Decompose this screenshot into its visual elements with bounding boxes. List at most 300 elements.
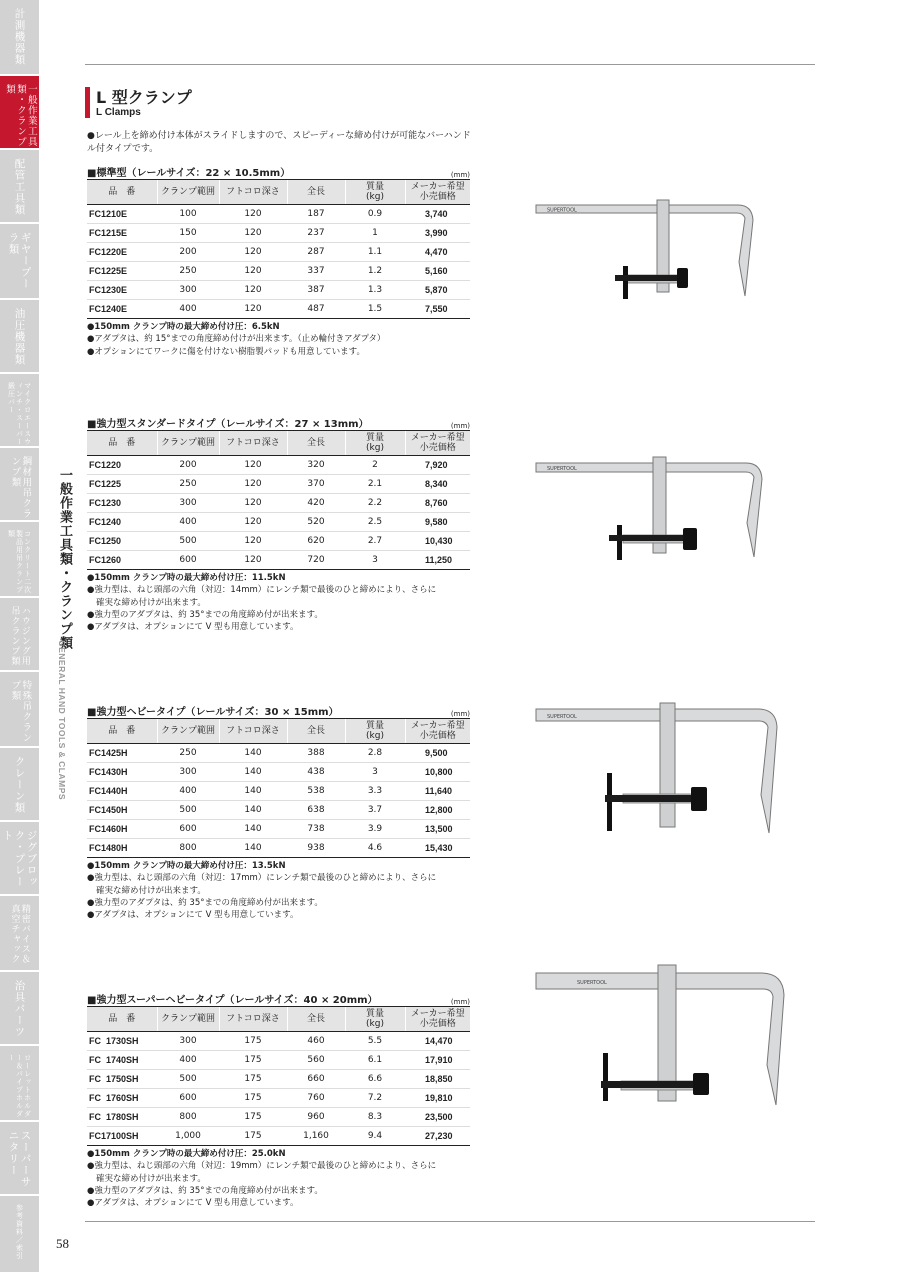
- cell-model: FC1250: [87, 532, 157, 551]
- cell-range: 150: [157, 224, 219, 243]
- cell-length: 287: [287, 243, 345, 262]
- header-price: [405, 1007, 470, 1032]
- cell-range: 500: [157, 801, 219, 820]
- cell-range: 500: [157, 532, 219, 551]
- header-depth: フトコロ深さ: [219, 719, 287, 744]
- section-strong-heavy: [87, 703, 470, 921]
- cell-length: 388: [287, 744, 345, 763]
- sidebar-item-label: 配管工具類: [13, 158, 26, 216]
- header-price-line1: メーカー希望: [410, 721, 465, 731]
- header-mass: [345, 1007, 405, 1032]
- cell-length: 337: [287, 262, 345, 281]
- sidebar-item-knurl-holder[interactable]: [0, 1046, 39, 1122]
- sidebar-item-concrete-clamp[interactable]: [0, 522, 39, 598]
- section-title: ■強力型ヘビータイプ（レールサイズ：30 × 15mm）: [87, 707, 339, 718]
- page-subtitle: L Clamps: [96, 107, 141, 118]
- cell-range: 300: [157, 281, 219, 300]
- sidebar-item-label: 精密バイス＆真空チャック: [9, 904, 30, 964]
- unit-label: (mm): [450, 998, 470, 1006]
- unit-label: (mm): [450, 710, 470, 718]
- note-line: ●アダプタは、オプションにて V 型も用意しています。: [87, 622, 299, 633]
- header-price-line2: 小売価格: [419, 192, 456, 202]
- cell-range: 250: [157, 475, 219, 494]
- header-length: 全長: [287, 431, 345, 456]
- note-line: ●150mm クランプ時の最大締め付け圧：6.5kN: [87, 322, 280, 332]
- cell-mass: 3.9: [345, 820, 405, 839]
- cell-model: FC 1740SH: [87, 1051, 157, 1070]
- sidebar-item-gear-puller[interactable]: [0, 224, 39, 300]
- section-notes: [87, 860, 470, 921]
- spec-table: [87, 179, 470, 319]
- sidebar-item-label: 一般作業工具類・クランプ類: [4, 84, 37, 147]
- sidebar-item-label: ジグブロック・プレート: [1, 830, 38, 888]
- sidebar-item-label: クレーン類: [13, 756, 26, 814]
- cell-price: 13,500: [405, 820, 470, 839]
- cell-price: 19,810: [405, 1089, 470, 1108]
- table-row: [87, 1089, 470, 1108]
- cell-price: 7,550: [405, 300, 470, 319]
- cell-length: 660: [287, 1070, 345, 1089]
- table-row: [87, 1051, 470, 1070]
- note-line: 確実な締め付けが出来ます。: [96, 597, 206, 608]
- section-header: [87, 991, 470, 1006]
- note-line: ●150mm クランプ時の最大締め付け圧：13.5kN: [87, 861, 286, 871]
- note-line: ●強力型は、ねじ頭部の六角（対辺：17mm）にレンチ類で最後のひと締めにより、さらに: [87, 873, 437, 884]
- header-length: 全長: [287, 1007, 345, 1032]
- sidebar-item-label: ローレットホルダー＆パイプホルダー: [7, 1054, 32, 1118]
- table-row: [87, 494, 470, 513]
- cell-model: FC 1780SH: [87, 1108, 157, 1127]
- section-notes: [87, 1148, 470, 1209]
- cell-model: FC1430H: [87, 763, 157, 782]
- table-row: [87, 205, 470, 224]
- header-mass-label: 質量: [365, 1009, 384, 1019]
- cell-mass: 1.2: [345, 262, 405, 281]
- cell-model: FC1460H: [87, 820, 157, 839]
- cell-price: 23,500: [405, 1108, 470, 1127]
- header-mass-unit: (kg): [366, 1019, 384, 1029]
- cell-model: FC1225E: [87, 262, 157, 281]
- sidebar-item-measuring[interactable]: [0, 0, 39, 76]
- sidebar-item-housing-clamp[interactable]: [0, 598, 39, 672]
- note-line: ●アダプタは、約 15°までの角度締め付けが出来ます。（止め輪付きアダプタ）: [87, 334, 386, 345]
- cell-mass: 2: [345, 456, 405, 475]
- cell-length: 960: [287, 1108, 345, 1127]
- cell-price: 14,470: [405, 1032, 470, 1051]
- sidebar-item-piping[interactable]: [0, 150, 39, 224]
- note-line: ●アダプタは、オプションにて V 型も用意しています。: [87, 910, 299, 921]
- table-row: [87, 820, 470, 839]
- sidebar-item-steel-clamp[interactable]: [0, 448, 39, 522]
- table-row: [87, 300, 470, 319]
- cell-range: 200: [157, 456, 219, 475]
- table-row: [87, 513, 470, 532]
- cell-range: 300: [157, 1032, 219, 1051]
- header-price-line1: メーカー希望: [410, 1009, 465, 1019]
- cell-range: 1,000: [157, 1127, 219, 1146]
- cell-price: 15,430: [405, 839, 470, 858]
- header-price-line2: 小売価格: [419, 443, 456, 453]
- cell-depth: 175: [219, 1089, 287, 1108]
- sidebar: [0, 0, 39, 1272]
- cell-mass: 6.6: [345, 1070, 405, 1089]
- cell-depth: 175: [219, 1051, 287, 1070]
- header-depth: フトコロ深さ: [219, 431, 287, 456]
- header-price: [405, 431, 470, 456]
- unit-label: (mm): [450, 422, 470, 430]
- sidebar-item-label: 鋼材用吊クランプ類: [9, 456, 32, 519]
- sidebar-item-label: ハウジング用吊クランプ類: [9, 606, 30, 666]
- table-header-row: [87, 431, 470, 456]
- cell-length: 720: [287, 551, 345, 570]
- cell-price: 5,870: [405, 281, 470, 300]
- cell-range: 400: [157, 782, 219, 801]
- brand-label: SUPERTOOL: [547, 466, 577, 472]
- cell-range: 500: [157, 1070, 219, 1089]
- sidebar-item-hydraulic[interactable]: [0, 300, 39, 374]
- cell-model: FC1230E: [87, 281, 157, 300]
- cell-price: 10,430: [405, 532, 470, 551]
- note-line: ●オプションにてワークに傷を付けない樹脂製パッドも用意しています。: [87, 346, 365, 357]
- bottom-rule: [85, 1221, 815, 1222]
- page-title: L 型クランプ: [96, 88, 192, 107]
- cell-model: FC1230: [87, 494, 157, 513]
- cell-mass: 2.7: [345, 532, 405, 551]
- cell-model: FC1220: [87, 456, 157, 475]
- header-mass: [345, 719, 405, 744]
- cell-length: 560: [287, 1051, 345, 1070]
- header-model: 品 番: [87, 1007, 157, 1032]
- title-accent-bar: [85, 87, 90, 118]
- brand-label: SUPERTOOL: [547, 714, 577, 720]
- cell-depth: 175: [219, 1032, 287, 1051]
- cell-range: 800: [157, 839, 219, 858]
- cell-range: 600: [157, 1089, 219, 1108]
- cell-mass: 2.1: [345, 475, 405, 494]
- note-line: ●アダプタは、オプションにて V 型も用意しています。: [87, 1198, 299, 1209]
- cell-length: 187: [287, 205, 345, 224]
- cell-depth: 175: [219, 1108, 287, 1127]
- table-row: [87, 763, 470, 782]
- cell-price: 27,230: [405, 1127, 470, 1146]
- sidebar-item-label: コンクリート二次製品用吊クランプ類: [7, 530, 32, 594]
- cell-model: FC17100SH: [87, 1127, 157, 1146]
- cell-length: 237: [287, 224, 345, 243]
- sidebar-item-index[interactable]: [0, 1196, 39, 1272]
- unit-label: (mm): [450, 171, 470, 179]
- cell-model: FC1210E: [87, 205, 157, 224]
- section-standard: [87, 164, 470, 358]
- intro-text: ●レール上を締め付け本体がスライドしますので、スピーディーな締め付けが可能なバーハンドル付タイプです。: [87, 131, 471, 154]
- cell-range: 600: [157, 820, 219, 839]
- sidebar-item-precision-vise[interactable]: [0, 896, 39, 972]
- cell-depth: 140: [219, 763, 287, 782]
- cell-mass: 3: [345, 551, 405, 570]
- sidebar-item-special-clamp[interactable]: [0, 672, 39, 748]
- cell-mass: 4.6: [345, 839, 405, 858]
- cell-depth: 140: [219, 782, 287, 801]
- cell-length: 387: [287, 281, 345, 300]
- cell-length: 538: [287, 782, 345, 801]
- cell-length: 520: [287, 513, 345, 532]
- cell-depth: 120: [219, 551, 287, 570]
- cell-depth: 120: [219, 494, 287, 513]
- cell-length: 1,160: [287, 1127, 345, 1146]
- header-price-line2: 小売価格: [419, 731, 456, 741]
- table-header-row: [87, 719, 470, 744]
- note-line: 確実な締め付けが出来ます。: [96, 1173, 206, 1184]
- table-row: [87, 1127, 470, 1146]
- section-title: ■標準型（レールサイズ：22 × 10.5mm）: [87, 168, 291, 179]
- cell-length: 320: [287, 456, 345, 475]
- header-mass-label: 質量: [365, 182, 384, 192]
- cell-mass: 1.5: [345, 300, 405, 319]
- header-mass: [345, 431, 405, 456]
- header-price: [405, 180, 470, 205]
- sidebar-item-label: 治具パーツ: [13, 980, 26, 1038]
- sidebar-item-label: マイクロエースウィンチ・スーパー鍛圧パー: [7, 382, 32, 446]
- section-notes: [87, 572, 470, 633]
- category-label-ja: 一般作業工具類・クランプ類: [57, 468, 72, 650]
- header-depth: フトコロ深さ: [219, 1007, 287, 1032]
- cell-mass: 6.1: [345, 1051, 405, 1070]
- note-line: ●150mm クランプ時の最大締め付け圧：11.5kN: [87, 573, 286, 583]
- table-row: [87, 839, 470, 858]
- table-row: [87, 551, 470, 570]
- section-strong-standard: [87, 415, 470, 633]
- page-number: 58: [56, 1236, 69, 1251]
- cell-range: 600: [157, 551, 219, 570]
- header-price: [405, 719, 470, 744]
- section-title: ■強力型スーパーヘビータイプ（レールサイズ：40 × 20mm）: [87, 995, 378, 1006]
- cell-mass: 1: [345, 224, 405, 243]
- cell-mass: 5.5: [345, 1032, 405, 1051]
- cell-price: 10,800: [405, 763, 470, 782]
- cell-range: 250: [157, 262, 219, 281]
- note-line: ●強力型のアダプタは、約 35°までの角度締め付が出来ます。: [87, 609, 323, 620]
- note-line: ●強力型のアダプタは、約 35°までの角度締め付が出来ます。: [87, 1185, 323, 1196]
- cell-range: 400: [157, 1051, 219, 1070]
- cell-mass: 1.1: [345, 243, 405, 262]
- cell-price: 3,990: [405, 224, 470, 243]
- cell-range: 800: [157, 1108, 219, 1127]
- section-strong-super-heavy: [87, 991, 470, 1209]
- cell-model: FC 1750SH: [87, 1070, 157, 1089]
- cell-model: FC1440H: [87, 782, 157, 801]
- cell-depth: 120: [219, 300, 287, 319]
- cell-price: 8,760: [405, 494, 470, 513]
- cell-depth: 120: [219, 513, 287, 532]
- cell-mass: 8.3: [345, 1108, 405, 1127]
- cell-mass: 0.9: [345, 205, 405, 224]
- table-row: [87, 801, 470, 820]
- header-price-line2: 小売価格: [419, 1019, 456, 1029]
- top-rule: [85, 64, 815, 65]
- cell-range: 200: [157, 243, 219, 262]
- cell-range: 300: [157, 494, 219, 513]
- cell-price: 3,740: [405, 205, 470, 224]
- cell-mass: 3: [345, 763, 405, 782]
- clamp-image-strong-heavy: [533, 699, 783, 841]
- sidebar-item-label: 参考資料／索引: [15, 1204, 24, 1260]
- header-price-line1: メーカー希望: [410, 182, 465, 192]
- cell-length: 487: [287, 300, 345, 319]
- header-range: クランプ範囲: [157, 431, 219, 456]
- cell-length: 370: [287, 475, 345, 494]
- sidebar-item-label: 特殊吊クランプ類: [9, 680, 32, 743]
- note-line: ●150mm クランプ時の最大締め付け圧：25.0kN: [87, 1149, 286, 1159]
- cell-length: 460: [287, 1032, 345, 1051]
- cell-range: 100: [157, 205, 219, 224]
- cell-length: 638: [287, 801, 345, 820]
- header-mass-label: 質量: [365, 433, 384, 443]
- cell-length: 438: [287, 763, 345, 782]
- cell-price: 12,800: [405, 801, 470, 820]
- header-length: 全長: [287, 180, 345, 205]
- cell-length: 760: [287, 1089, 345, 1108]
- cell-model: FC1450H: [87, 801, 157, 820]
- cell-model: FC 1760SH: [87, 1089, 157, 1108]
- cell-model: FC1225: [87, 475, 157, 494]
- cell-mass: 9.4: [345, 1127, 405, 1146]
- note-line: ●強力型は、ねじ頭部の六角（対辺：19mm）にレンチ類で最後のひと締めにより、さらに: [87, 1161, 437, 1172]
- cell-price: 5,160: [405, 262, 470, 281]
- cell-model: FC1220E: [87, 243, 157, 262]
- cell-model: FC1425H: [87, 744, 157, 763]
- cell-range: 250: [157, 744, 219, 763]
- sidebar-item-label: 計測機器類: [13, 8, 26, 66]
- note-line: ●強力型のアダプタは、約 35°までの角度締め付が出来ます。: [87, 897, 323, 908]
- header-range: クランプ範囲: [157, 719, 219, 744]
- header-model: 品 番: [87, 180, 157, 205]
- cell-depth: 120: [219, 532, 287, 551]
- note-line: ●強力型は、ねじ頭部の六角（対辺：14mm）にレンチ類で最後のひと締めにより、さらに: [87, 585, 437, 596]
- cell-depth: 140: [219, 820, 287, 839]
- table-row: [87, 281, 470, 300]
- cell-range: 400: [157, 300, 219, 319]
- cell-mass: 2.5: [345, 513, 405, 532]
- cell-price: 11,640: [405, 782, 470, 801]
- table-header-row: [87, 180, 470, 205]
- section-notes: [87, 321, 470, 358]
- cell-depth: 120: [219, 262, 287, 281]
- cell-depth: 120: [219, 281, 287, 300]
- header-depth: フトコロ深さ: [219, 180, 287, 205]
- sidebar-item-label: ギヤープーラ類: [7, 232, 32, 290]
- table-row: [87, 475, 470, 494]
- header-mass-unit: (kg): [366, 443, 384, 453]
- cell-depth: 120: [219, 456, 287, 475]
- cell-model: FC1240: [87, 513, 157, 532]
- cell-range: 300: [157, 763, 219, 782]
- cell-mass: 2.8: [345, 744, 405, 763]
- clamp-image-strong-super-heavy: [533, 961, 793, 1111]
- cell-price: 7,920: [405, 456, 470, 475]
- sidebar-item-jig-parts[interactable]: [0, 972, 39, 1046]
- cell-mass: 2.2: [345, 494, 405, 513]
- cell-length: 420: [287, 494, 345, 513]
- cell-length: 620: [287, 532, 345, 551]
- table-row: [87, 744, 470, 763]
- sidebar-item-sanitary[interactable]: [0, 1122, 39, 1196]
- table-row: [87, 456, 470, 475]
- sidebar-item-jig-block[interactable]: [0, 822, 39, 896]
- brand-label: SUPERTOOL: [547, 207, 577, 214]
- cell-depth: 120: [219, 205, 287, 224]
- clamp-image-strong-standard: [533, 453, 773, 563]
- cell-model: FC1215E: [87, 224, 157, 243]
- table-row: [87, 1108, 470, 1127]
- cell-model: FC1240E: [87, 300, 157, 319]
- cell-price: 17,910: [405, 1051, 470, 1070]
- header-range: クランプ範囲: [157, 180, 219, 205]
- section-header: [87, 164, 470, 179]
- cell-depth: 120: [219, 475, 287, 494]
- table-row: [87, 1070, 470, 1089]
- sidebar-item-label: スーパーサニタリー: [7, 1130, 32, 1188]
- cell-price: 9,500: [405, 744, 470, 763]
- cell-depth: 175: [219, 1127, 287, 1146]
- cell-depth: 120: [219, 243, 287, 262]
- spec-table: [87, 718, 470, 858]
- table-row: [87, 243, 470, 262]
- section-header: [87, 415, 470, 430]
- header-mass-unit: (kg): [366, 192, 384, 202]
- table-row: [87, 782, 470, 801]
- cell-mass: 1.3: [345, 281, 405, 300]
- header-range: クランプ範囲: [157, 1007, 219, 1032]
- cell-price: 11,250: [405, 551, 470, 570]
- header-mass-unit: (kg): [366, 731, 384, 741]
- cell-depth: 140: [219, 744, 287, 763]
- cell-price: 9,580: [405, 513, 470, 532]
- cell-model: FC 1730SH: [87, 1032, 157, 1051]
- cell-mass: 3.7: [345, 801, 405, 820]
- table-row: [87, 224, 470, 243]
- sidebar-item-winch[interactable]: [0, 374, 39, 448]
- cell-mass: 3.3: [345, 782, 405, 801]
- sidebar-item-crane[interactable]: [0, 748, 39, 822]
- cell-range: 400: [157, 513, 219, 532]
- cell-price: 8,340: [405, 475, 470, 494]
- cell-depth: 120: [219, 224, 287, 243]
- cell-price: 4,470: [405, 243, 470, 262]
- clamp-image-standard: [533, 196, 763, 301]
- table-header-row: [87, 1007, 470, 1032]
- note-line: 確実な締め付けが出来ます。: [96, 885, 206, 896]
- table-row: [87, 262, 470, 281]
- spec-table: [87, 430, 470, 570]
- cell-depth: 140: [219, 839, 287, 858]
- sidebar-item-label: 油圧機器類: [13, 308, 26, 366]
- section-title: ■強力型スタンダードタイプ（レールサイズ：27 × 13mm）: [87, 419, 369, 430]
- table-row: [87, 532, 470, 551]
- spec-table: [87, 1006, 470, 1146]
- sidebar-item-general-tools[interactable]: [0, 76, 39, 150]
- cell-model: FC1260: [87, 551, 157, 570]
- cell-depth: 175: [219, 1070, 287, 1089]
- header-model: 品 番: [87, 719, 157, 744]
- category-label-en: GENERAL HAND TOOLS & CLAMPS: [57, 640, 67, 801]
- section-header: [87, 703, 470, 718]
- header-mass: [345, 180, 405, 205]
- header-price-line1: メーカー希望: [410, 433, 465, 443]
- header-mass-label: 質量: [365, 721, 384, 731]
- header-model: 品 番: [87, 431, 157, 456]
- cell-length: 738: [287, 820, 345, 839]
- cell-depth: 140: [219, 801, 287, 820]
- cell-model: FC1480H: [87, 839, 157, 858]
